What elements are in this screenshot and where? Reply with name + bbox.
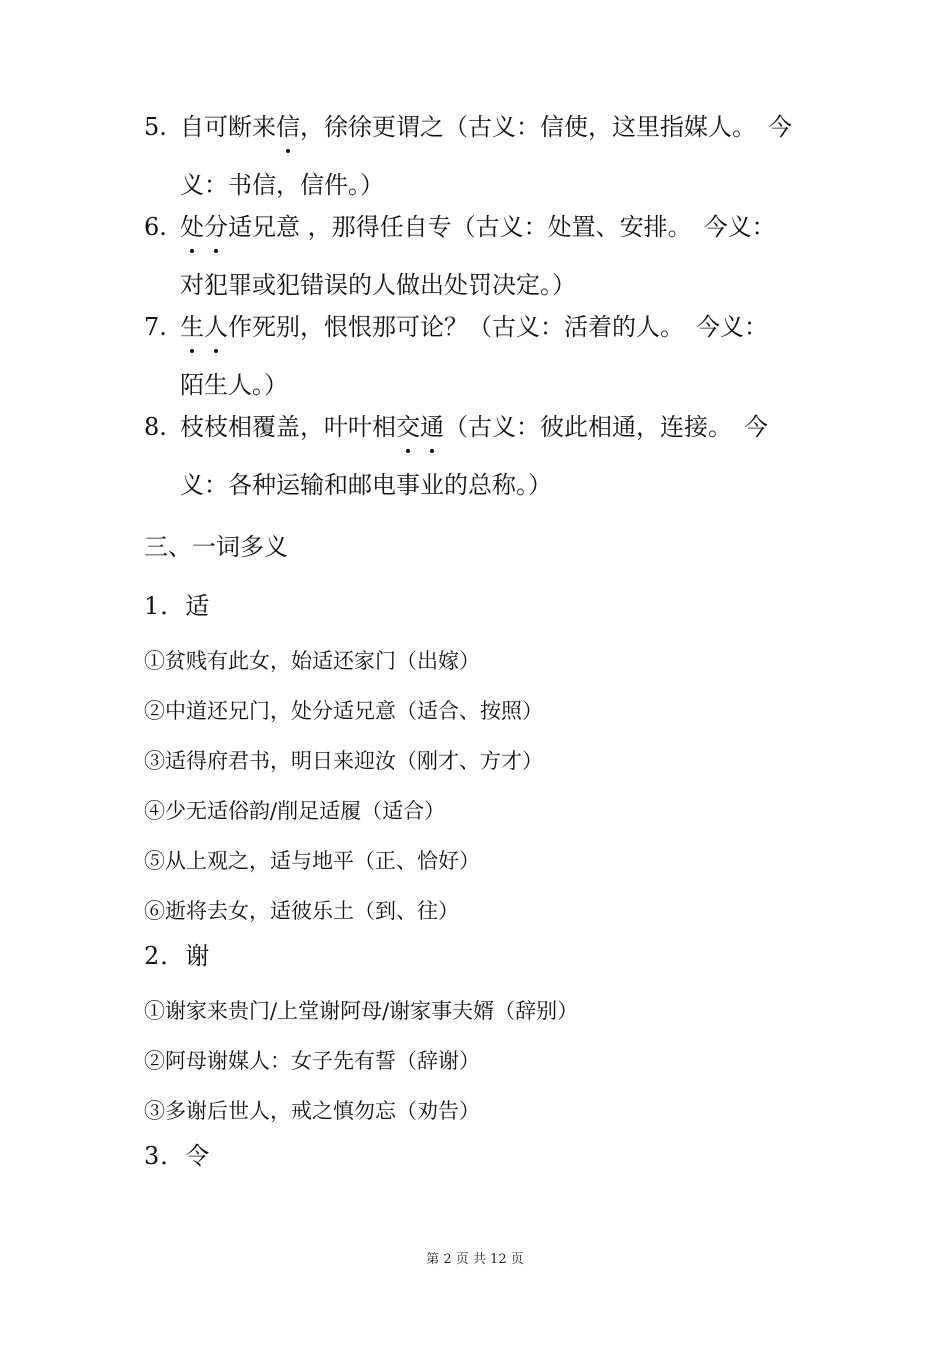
sense-item: ④少无适俗韵/削足适履（适合） xyxy=(144,799,446,823)
keyword-char: 信 xyxy=(276,113,300,141)
item-text xyxy=(180,411,768,443)
keyword-char: 交 xyxy=(396,413,420,441)
item-number: 6. xyxy=(144,213,167,241)
word-heading: 1．适 xyxy=(144,592,211,620)
item-number: 8. xyxy=(144,413,167,441)
keyword-char: 通 xyxy=(420,413,444,441)
item-text-pre: 自可断来 xyxy=(180,113,276,141)
item-text-continued: 陌生人。） xyxy=(180,371,288,399)
item-text-post: 适兄意 ，那得任自专（古义：处置、安排。 今义： xyxy=(228,213,776,241)
sense-item: ②中道还兄门，处分适兄意（适合、按照） xyxy=(144,699,543,723)
item-number: 7. xyxy=(144,313,167,341)
item-text xyxy=(180,211,776,243)
keyword-dotted xyxy=(276,113,300,141)
item-text-post: ，徐徐更谓之（古义：信使，这里指媒人。 今 xyxy=(300,113,792,141)
item-number: 5. xyxy=(144,113,167,141)
item-text-post: （古义：彼此相通，连接。 今 xyxy=(444,413,768,441)
item-text-continued: 对犯罪或犯错误的人做出处罚决定。） xyxy=(180,271,576,299)
sense-item: ③适得府君书，明日来迎汝（刚才、方才） xyxy=(144,749,543,773)
sense-item: ⑤从上观之，适与地平（正、恰好） xyxy=(144,849,480,873)
page-footer: 第 2 页 共 12 页 xyxy=(426,1252,524,1267)
sense-item: ①谢家来贵门/上堂谢阿母/谢家事夫婿（辞别） xyxy=(144,999,579,1023)
keyword-dotted xyxy=(396,413,444,441)
keyword-dotted xyxy=(180,213,228,241)
word-heading: 2．谢 xyxy=(144,942,211,970)
keyword-dotted xyxy=(180,313,228,341)
item-text xyxy=(180,111,792,143)
keyword-char: 生 xyxy=(180,313,204,341)
sense-item: ⑥逝将去女，适彼乐土（到、往） xyxy=(144,899,459,923)
section-title: 三、一词多义 xyxy=(144,533,288,561)
sense-item: ②阿母谢媒人：女子先有誓（辞谢） xyxy=(144,1049,480,1073)
keyword-char: 人 xyxy=(204,313,228,341)
sense-item: ①贫贱有此女，始适还家门（出嫁） xyxy=(144,649,480,673)
item-text-continued: 义：各种运输和邮电事业的总称。） xyxy=(180,471,552,499)
sense-item: ③多谢后世人，戒之慎勿忘（劝告） xyxy=(144,1099,480,1123)
item-text-continued: 义：书信，信件。） xyxy=(180,171,384,199)
item-text-pre: 枝枝相覆盖，叶叶相 xyxy=(180,413,396,441)
keyword-char: 分 xyxy=(204,213,228,241)
item-text-post: 作死别，恨恨那可论？（古义：活着的人。 今义： xyxy=(228,313,768,341)
keyword-char: 处 xyxy=(180,213,204,241)
item-text xyxy=(180,311,768,343)
word-heading: 3．令 xyxy=(144,1142,211,1170)
